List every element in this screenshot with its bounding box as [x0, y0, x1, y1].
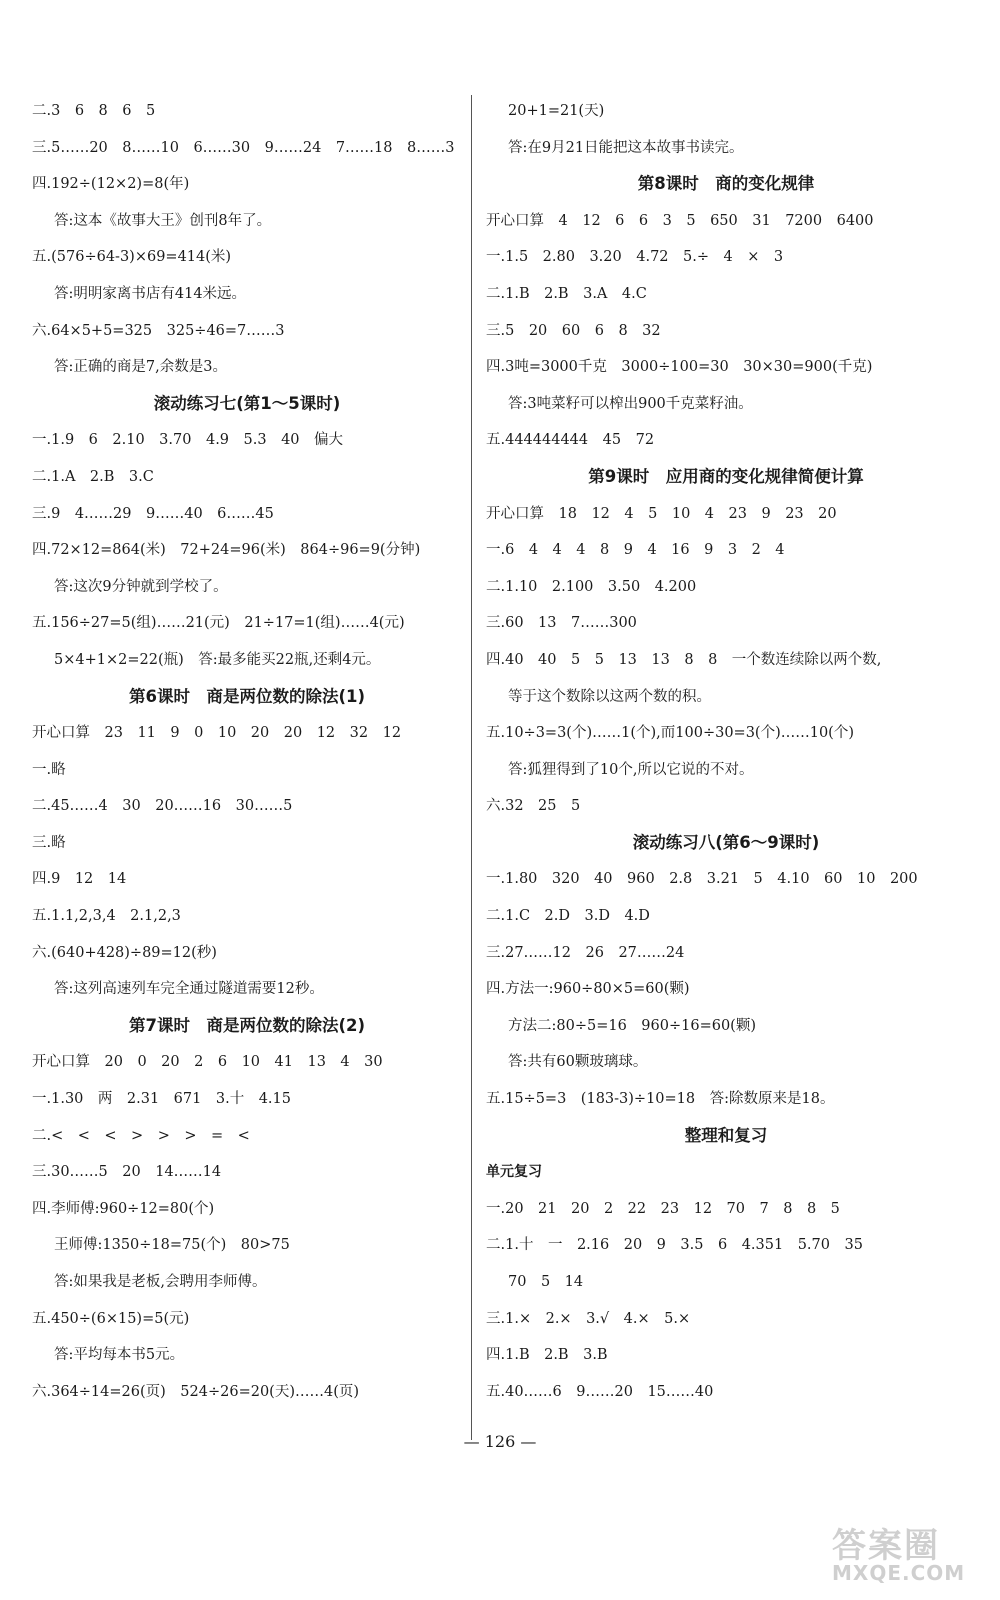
answer-line: 四.方法一:960÷80×5=60(颗): [486, 981, 690, 998]
answer-line: 二.1.C 2.D 3.D 4.D: [486, 908, 650, 925]
answer-line: 二.45……4 30 20……16 30……5: [32, 798, 293, 815]
answer-line: 四.1.B 2.B 3.B: [486, 1347, 608, 1364]
answer-line: 答:共有60颗玻璃球。: [508, 1054, 648, 1071]
answer-line: 三.略: [32, 834, 66, 851]
answer-line: 二.1.10 2.100 3.50 4.200: [486, 578, 697, 595]
answer-line: 答:这次9分钟就到学校了。: [54, 578, 228, 595]
answer-line: 等于这个数除以这两个数的积。: [508, 688, 711, 705]
watermark-bottom: MXQE.COM: [832, 1561, 966, 1585]
answer-line: 答:在9月21日能把这本故事书读完。: [508, 139, 744, 156]
answer-line: 三.9 4……29 9……40 6……45: [32, 505, 274, 522]
answer-line: 答:狐狸得到了10个,所以它说的不对。: [508, 761, 754, 778]
answer-line: 一.1.9 6 2.10 3.70 4.9 5.3 40 偏大: [32, 432, 344, 449]
answer-line: 六.364÷14=26(页) 524÷26=20(天)……4(页): [32, 1383, 360, 1400]
answer-line: 三.60 13 7……300: [486, 615, 637, 632]
watermark-logo: [832, 1518, 982, 1588]
answer-line: 二.1.B 2.B 3.A 4.C: [486, 285, 647, 302]
answer-line: 三.1.× 2.× 3.√ 4.× 5.×: [486, 1310, 691, 1327]
page-number: — 126 —: [463, 1432, 537, 1451]
answer-line: 20+1=21(天): [508, 103, 605, 119]
answer-line: 四.3吨=3000千克 3000÷100=30 30×30=900(千克): [486, 359, 873, 376]
watermark-top: 答案圈: [832, 1526, 940, 1566]
answer-line: 方法二:80÷5=16 960÷16=60(颗): [508, 1017, 757, 1034]
answer-line: 三.30……5 20 14……14: [32, 1164, 222, 1181]
answer-line: 开心口算 18 12 4 5 10 4 23 9 23 20: [486, 505, 837, 522]
answer-line: 六.(640+428)÷89=12(秒): [32, 944, 217, 961]
answer-line: 开心口算 4 12 6 6 3 5 650 31 7200 6400: [486, 212, 874, 229]
answer-line: 四.40 40 5 5 13 13 8 8 一个数连续除以两个数,: [486, 651, 882, 668]
answer-line: 一.1.5 2.80 3.20 4.72 5.÷ 4 × 3: [486, 249, 784, 266]
answer-line: 五.(576÷64-3)×69=414(米): [32, 249, 232, 266]
answer-line: 5×4+1×2=22(瓶) 答:最多能买22瓶,还剩4元。: [54, 651, 381, 668]
section-heading: 第8课时 商的变化规律: [637, 174, 815, 194]
answer-line: 五.450÷(6×15)=5(元): [32, 1310, 190, 1327]
answer-line: 二.3 6 8 6 5: [32, 103, 156, 119]
answer-line: 答:正确的商是7,余数是3。: [54, 359, 227, 376]
section-heading: 滚动练习七(第1～5课时): [153, 393, 341, 413]
answer-line: 三.5 20 60 6 8 32: [486, 322, 661, 339]
answer-line: 答:这列高速列车完全通过隧道需要12秒。: [54, 981, 324, 998]
answer-line: 二.1.A 2.B 3.C: [32, 468, 154, 485]
answer-line: 五.444444444 45 72: [486, 432, 655, 449]
answer-line: 五.156÷27=5(组)……21(元) 21÷17=1(组)……4(元): [32, 615, 405, 632]
subsection-heading: 单元复习: [486, 1164, 542, 1181]
answer-line: 开心口算 20 0 20 2 6 10 41 13 4 30: [32, 1054, 383, 1071]
section-heading: 第6课时 商是两位数的除法(1): [128, 686, 366, 706]
section-heading: 第9课时 应用商的变化规律简便计算: [588, 466, 864, 486]
answer-line: 答:如果我是老板,会聘用李师傅。: [54, 1274, 267, 1290]
column-divider: [471, 95, 472, 1440]
answer-line: 六.32 25 5: [486, 798, 581, 815]
answer-line: 四.9 12 14: [32, 871, 127, 888]
answer-line: 一.1.80 320 40 960 2.8 3.21 5 4.10 60 10 200: [486, 871, 918, 888]
answer-line: 三.27……12 26 27……24: [486, 944, 685, 961]
answer-line: 二.1.十 一 2.16 20 9 3.5 6 4.351 5.70 35: [486, 1237, 863, 1254]
answer-line: 一.略: [32, 761, 66, 778]
answer-line: 四.192÷(12×2)=8(年): [32, 176, 190, 193]
answer-line: 70 5 14: [508, 1274, 584, 1290]
right-column: [486, 93, 966, 1410]
answer-line: 王师傅:1350÷18=75(个) 80>75: [54, 1237, 290, 1254]
section-heading: 整理和复习: [684, 1125, 768, 1145]
answer-line: 开心口算 23 11 9 0 10 20 20 12 32 12: [32, 725, 402, 742]
answer-line: 五.15÷5=3 (183-3)÷10=18 答:除数原来是18。: [486, 1091, 835, 1108]
answer-line: 答:这本《故事大王》创刊8年了。: [54, 212, 272, 229]
answer-line: 四.李师傅:960÷12=80(个): [32, 1200, 215, 1217]
answer-line: 三.5……20 8……10 6……30 9……24 7……18 8……3: [32, 139, 455, 156]
answer-line: 一.6 4 4 4 8 9 4 16 9 3 2 4: [486, 542, 785, 559]
answer-line: 五.1.1,2,3,4 2.1,2,3: [32, 908, 181, 925]
answer-line: 六.64×5+5=325 325÷46=7……3: [32, 322, 285, 339]
answer-line: 五.10÷3=3(个)……1(个),而100÷30=3(个)……10(个): [486, 725, 855, 742]
answer-line: 一.20 21 20 2 22 23 12 70 7 8 8 5: [486, 1200, 840, 1217]
answer-line: 答:3吨菜籽可以榨出900千克菜籽油。: [508, 395, 753, 412]
section-heading: 滚动练习八(第6～9课时): [632, 832, 820, 852]
answer-line: 五.40……6 9……20 15……40: [486, 1383, 714, 1400]
answer-line: 四.72×12=864(米) 72+24=96(米) 864÷96=9(分钟): [32, 542, 421, 559]
answer-line: 答:平均每本书5元。: [54, 1347, 185, 1364]
answer-line: 答:明明家离书店有414米远。: [54, 285, 247, 302]
answer-line: 二.< < < > > > = <: [32, 1127, 250, 1144]
answer-line: 一.1.30 两 2.31 671 3.十 4.15: [32, 1091, 291, 1108]
left-column: [32, 93, 462, 1410]
section-heading: 第7课时 商是两位数的除法(2): [128, 1015, 366, 1035]
